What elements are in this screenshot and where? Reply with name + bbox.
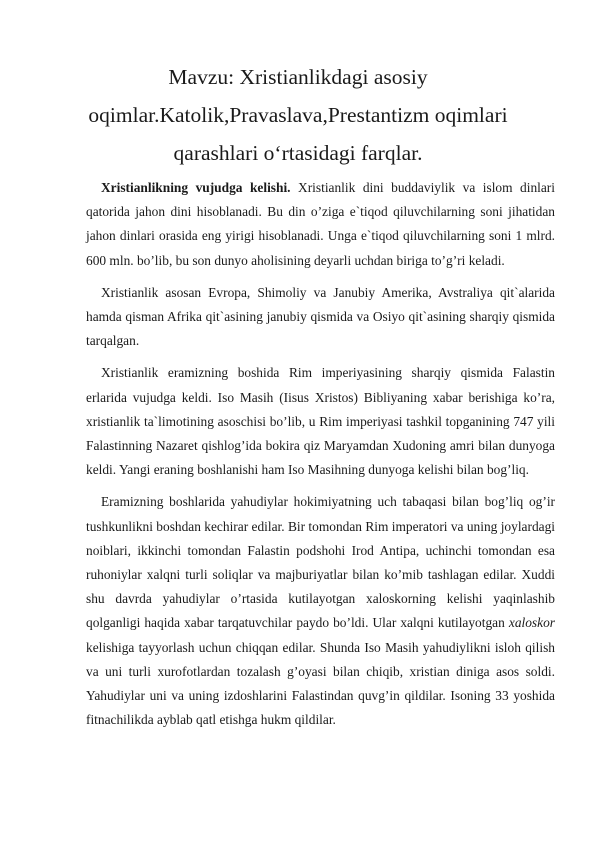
- paragraph-3: [86, 361, 555, 482]
- paragraph-4: [86, 490, 555, 732]
- title-line-2: oqimlar.Katolik,Pravaslava,Prestantizm oqimlari: [88, 103, 508, 127]
- title-line-1: Mavzu: Xristianlikdagi asosiy: [168, 65, 428, 89]
- paragraph-text: kelishiga tayyorlash uchun chiqqan edilar. Shunda Iso Masih yahudiylikni isloh qilish va uni turli xurofotlardan tozalash g’oyasi bilan chiqib, xristian diniga asos soldi. Yahudiylar uni va uning izdoshlarini Falastindan quvg’in qildilar. Isoning 33 yoshida fitnachilikda ayblab qatl etishga hukm qildilar.: [86, 639, 555, 728]
- paragraph-lead: Xristianlikning vujudga kelishi.: [101, 180, 291, 195]
- paragraph-2: [86, 281, 555, 354]
- paragraph-text: Xristianlik eramizning boshida Rim imperiyasining sharqiy qismida Falastin erlarida vujudga keldi. Iso Masih (Iisus Xristos) Bibliyaning xabar berishiga ko’ra, xristianlik ta`limotining asoschisi bo’lib, u Rim imperiyasi tashkil topganining 747 yili Falastinning Nazaret qishlog’ida bokira qiz Maryamdan Xudoning amri bilan dunyoga keldi. Yangi eraning boshlanishi ham Iso Masihning dunyoga kelishi bilan bog’liq.: [86, 365, 555, 478]
- paragraph-text: Xristianlik asosan Evropa, Shimoliy va Janubiy Amerika, Avstraliya qit`alarida hamda qisman Afrika qit`asining janubiy qismida va Osiyo qit`asining sharqiy qismida tarqalgan.: [86, 284, 555, 349]
- title-line-3: qarashlari o‘rtasidagi farqlar.: [173, 141, 423, 165]
- document-title: [60, 58, 536, 172]
- document-body: [86, 176, 555, 740]
- paragraph-1: [86, 176, 555, 273]
- paragraph-text: Xristianlik dini buddaviylik va islom dinlari qatorida jahon dini hisoblanadi. Bu din o’ziga e`tiqod qiluvchilarning soni jihatidan jahon dinlari orasida eng yirigi hisoblanadi. Unga e`tiqod qiluvchilarning soni 1 mlrd. 600 mln. bo’lib, bu son dunyo aholisining deyarli uchdan biriga to’g’ri keladi.: [86, 180, 555, 268]
- paragraph-text: Eramizning boshlarida yahudiylar hokimiyatning uch tabaqasi bilan bog’liq og’ir tushkunlikni boshdan kechirar edilar. Bir tomondan Rim imperatori va uning joylardagi noiblari, ikkinchi tomondan Falastin podshohi Irod Antipa, uchinchi tomondan esa ruhoniylar xalqni turli soliqlar va majburiyatlar bilan ko’mib tashlagan edilar. Xuddi shu davrda yahudiylar o’rtasida kutilayotgan xaloskorning kelishi yaqinlashib qolganligi haqida xabar tarqatuvchilar paydo bo’ldi. Ular xalqni kutilayotgan: [86, 494, 555, 631]
- italic-term: xaloskor: [508, 615, 555, 631]
